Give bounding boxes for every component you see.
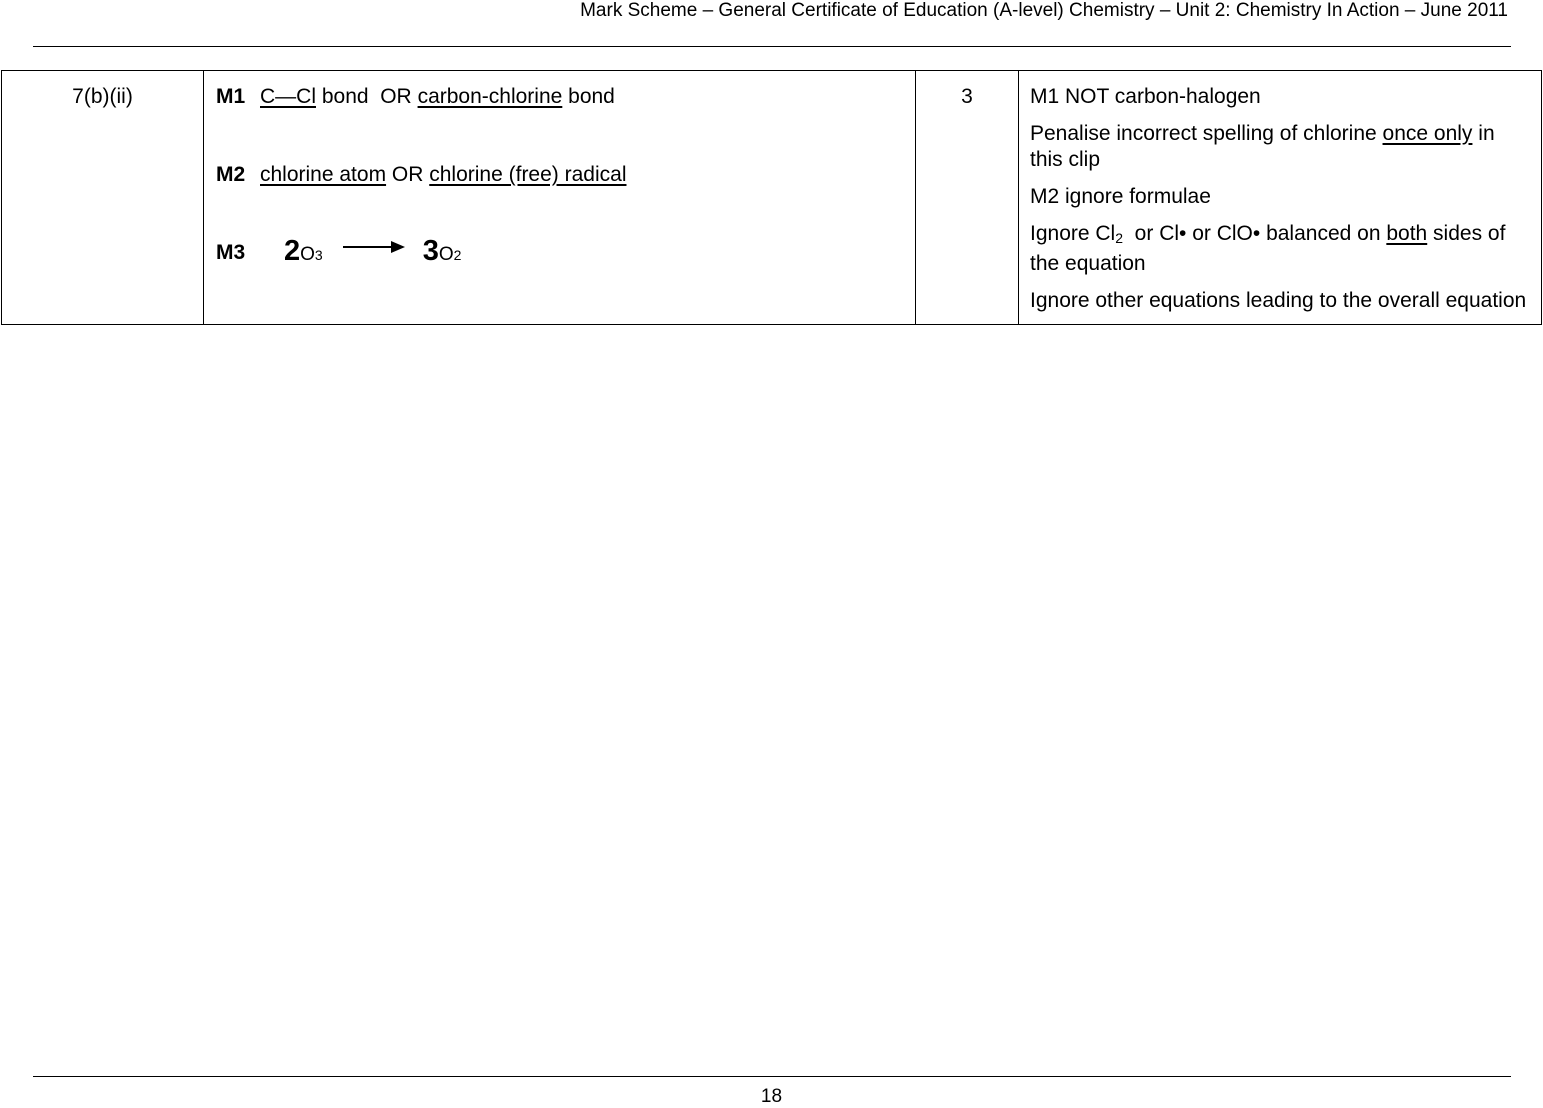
m1-text-or: bond OR [316, 85, 418, 108]
answer-m1 [216, 84, 905, 110]
reaction-arrow-icon [343, 235, 405, 261]
page-number: 18 [760, 1086, 783, 1107]
comment-ignore-tail: sides of the equation [1030, 222, 1506, 275]
header-rule [33, 46, 1511, 47]
comment-spelling-emphasis: once only [1382, 122, 1473, 145]
m1-bond-formula: C—Cl [260, 85, 316, 108]
comment-ignore-emphasis: both [1386, 222, 1428, 245]
comment-spelling-tail: in this clip [1030, 122, 1495, 171]
rhs-species: O [438, 244, 454, 265]
lhs-subscript: 3 [314, 247, 323, 263]
answer-m3 [216, 232, 905, 274]
lhs-coefficient: 2 [284, 235, 301, 267]
rhs-coefficient: 3 [422, 235, 439, 267]
comment-ignore-middle: or Cl• or ClO• balanced on [1123, 222, 1387, 245]
overall-equation [284, 235, 462, 268]
comment-other-equations: Ignore other equations leading to the overall equation [1030, 289, 1527, 312]
comment-spelling-text: Penalise incorrect spelling of chlorine [1030, 122, 1383, 145]
comment-spelling [1030, 121, 1529, 173]
m3-label: M3 [216, 241, 246, 264]
table-row [2, 71, 1542, 325]
mark-scheme-table [1, 70, 1542, 325]
comments-cell [1019, 71, 1542, 325]
comment-m2: M2 ignore formulae [1030, 185, 1211, 208]
answer-m2 [216, 162, 905, 188]
m2-chlorine-atom: chlorine atom [260, 163, 387, 186]
page-header [0, 0, 1543, 24]
m1-text-bond: bond [562, 85, 615, 108]
m1-label: M1 [216, 85, 246, 108]
footer-rule [33, 1076, 1511, 1077]
comment-ignore-species [1030, 221, 1529, 277]
m2-text-or: OR [386, 163, 430, 186]
marks-value: 3 [916, 71, 1019, 325]
m2-label: M2 [216, 163, 246, 186]
m2-chlorine-radical: chlorine (free) radical [429, 163, 627, 186]
comment-m1: M1 NOT carbon-halogen [1030, 85, 1261, 108]
lhs-species: O [300, 244, 315, 265]
m1-bond-name: carbon-chlorine [417, 85, 563, 108]
header-title: Mark Scheme – General Certificate of Education (A-level) Chemistry – Unit 2: Chemistry In Action – June 2011 [580, 0, 1508, 21]
comment-ignore-subscript: 2 [1115, 230, 1124, 246]
rhs-subscript: 2 [453, 247, 462, 263]
answer-cell [204, 71, 916, 325]
comment-ignore-text: Ignore Cl [1030, 222, 1116, 245]
question-number: 7(b)(ii) [2, 71, 204, 325]
